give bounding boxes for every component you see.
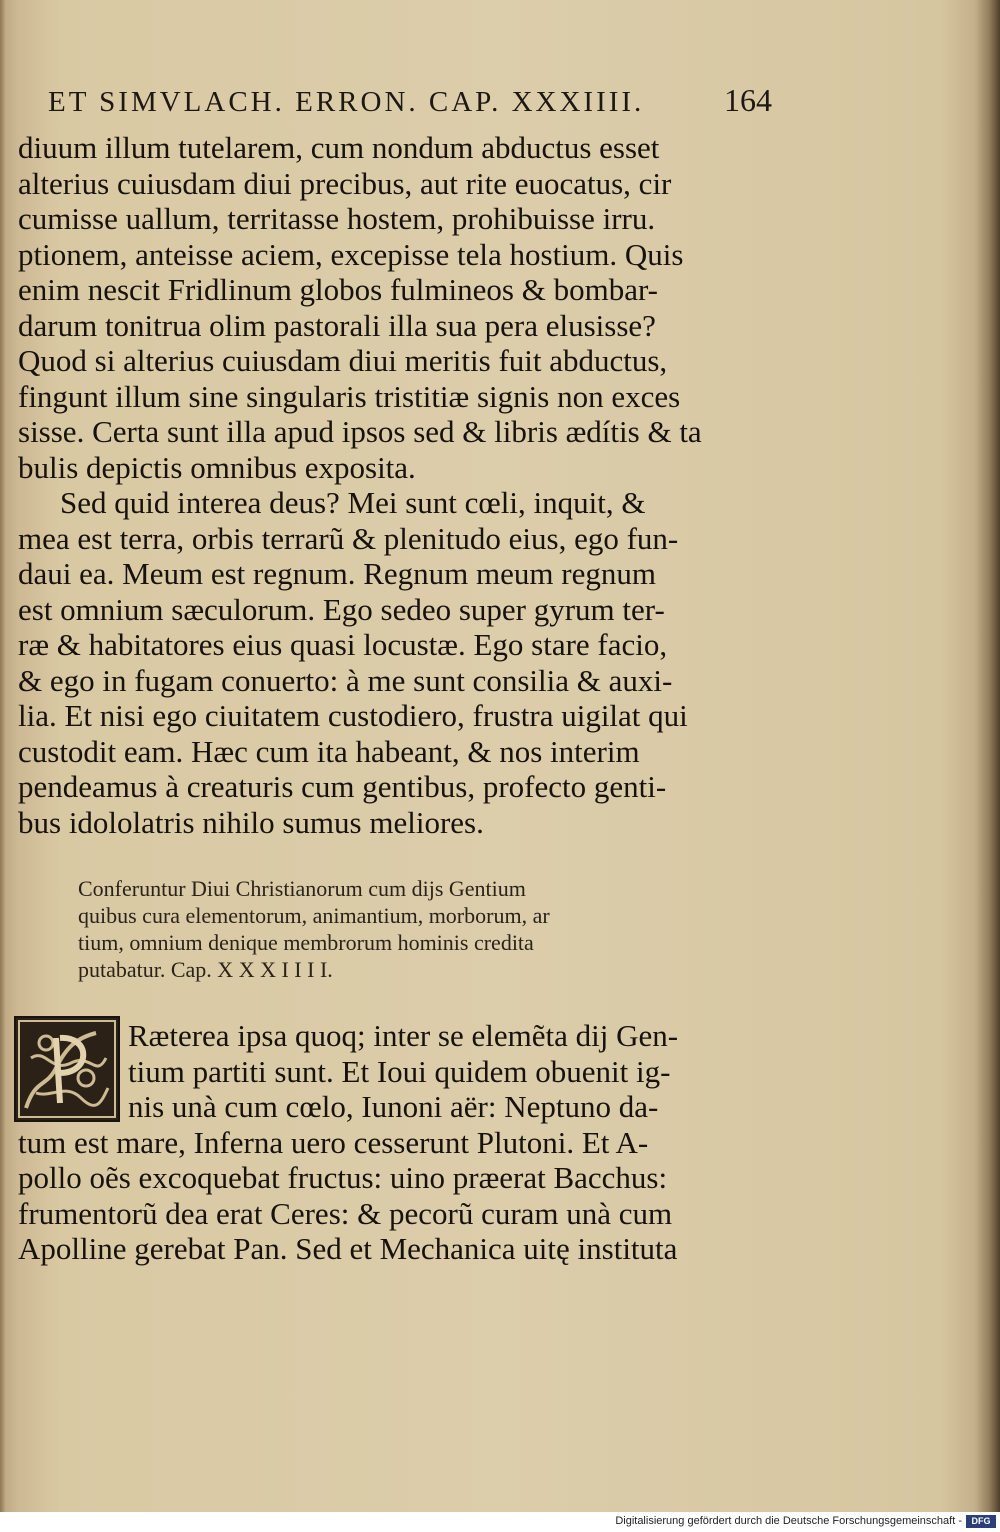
- text-line: lia. Et nisi ego ciuitatem custodiero, frustra uigilat qui: [18, 698, 688, 733]
- text-line: darum tonitrua olim pastorali illa sua pera elusisse?: [18, 308, 656, 343]
- text-line: tium partiti sunt. Et Ioui quidem obuenit ig-: [128, 1054, 671, 1089]
- dfg-logo: DFG: [966, 1515, 996, 1528]
- text-line: mea est terra, orbis terrarũ & plenitudo eius, ego fun-: [18, 521, 679, 556]
- text-line: ptionem, anteisse aciem, excepisse tela hostium. Quis: [18, 237, 684, 272]
- running-header: [48, 82, 772, 122]
- text-line: Quod si alterius cuiusdam diui meritis fuit abductus,: [18, 343, 668, 378]
- heading-line: quibus cura elementorum, animantium, morborum, ar: [78, 903, 550, 928]
- heading-line: tium, omnium denique membrorum hominis credita: [78, 930, 534, 955]
- text-line: enim nescit Fridlinum globos fulmineos & bombar-: [18, 272, 658, 307]
- foliage-ornament-icon: [16, 1018, 118, 1120]
- running-title: ET SIMVLACH. ERRON. CAP. XXXIIII.: [48, 86, 645, 118]
- funding-credit: Digitalisierung gefördert durch die Deutsche Forschungsgemeinschaft -: [615, 1515, 962, 1527]
- text-line: pendeamus à creaturis cum gentibus, profecto genti-: [18, 769, 667, 804]
- text-line: alterius cuiusdam diui precibus, aut rite euocatus, cir: [18, 166, 672, 201]
- text-line: bulis depictis omnibus exposita.: [18, 450, 416, 485]
- text-line: pollo oẽs excoquebat fructus: uino præerat Bacchus:: [18, 1160, 668, 1195]
- paragraph-start-line: Sed quid interea deus? Mei sunt cœli, inquit, &: [60, 485, 646, 520]
- heading-line: putabatur. Cap. X X X I I I I.: [78, 957, 333, 982]
- text-line: bus idololatris nihilo sumus meliores.: [18, 805, 484, 840]
- text-line: & ego in fugam conuerto: à me sunt consilia & auxi-: [18, 663, 673, 698]
- text-line: est omnium sæculorum. Ego sedeo super gyrum ter-: [18, 592, 665, 627]
- text-line: ræ & habitatores eius quasi locustæ. Ego stare facio,: [18, 627, 668, 662]
- text-line: nis unà cum cœlo, Iunoni aër: Neptuno da-: [128, 1089, 659, 1124]
- text-line: daui ea. Meum est regnum. Regnum meum regnum: [18, 556, 656, 591]
- text-line: frumentorũ dea erat Ceres: & pecorũ curam unà cum: [18, 1196, 673, 1231]
- heading-line: Conferuntur Diui Christianorum cum dijs Gentium: [78, 876, 526, 901]
- page-gutter-edge: [0, 0, 6, 1512]
- text-line: cumisse uallum, territasse hostem, prohibuisse irru.: [18, 201, 656, 236]
- text-line: fingunt illum sine singularis tristitiæ signis non exces: [18, 379, 681, 414]
- digitization-footer: [0, 1512, 1000, 1532]
- text-line: sisse. Certa sunt illa apud ipsos sed & libris ædítis & ta: [18, 414, 702, 449]
- text-line: Apolline gerebat Pan. Sed et Mechanica uitę instituta: [18, 1231, 678, 1266]
- text-line: custodit eam. Hæc cum ita habeant, & nos interim: [18, 734, 640, 769]
- text-line: diuum illum tutelarem, cum nondum abductus esset: [18, 130, 660, 165]
- text-line: Ræterea ipsa quoq; inter se elemẽta dij Gen-: [128, 1018, 679, 1053]
- decorated-initial: [14, 1016, 120, 1122]
- text-line: tum est mare, Inferna uero cesserunt Plutoni. Et A-: [18, 1125, 649, 1160]
- folio-number: 164: [724, 82, 772, 118]
